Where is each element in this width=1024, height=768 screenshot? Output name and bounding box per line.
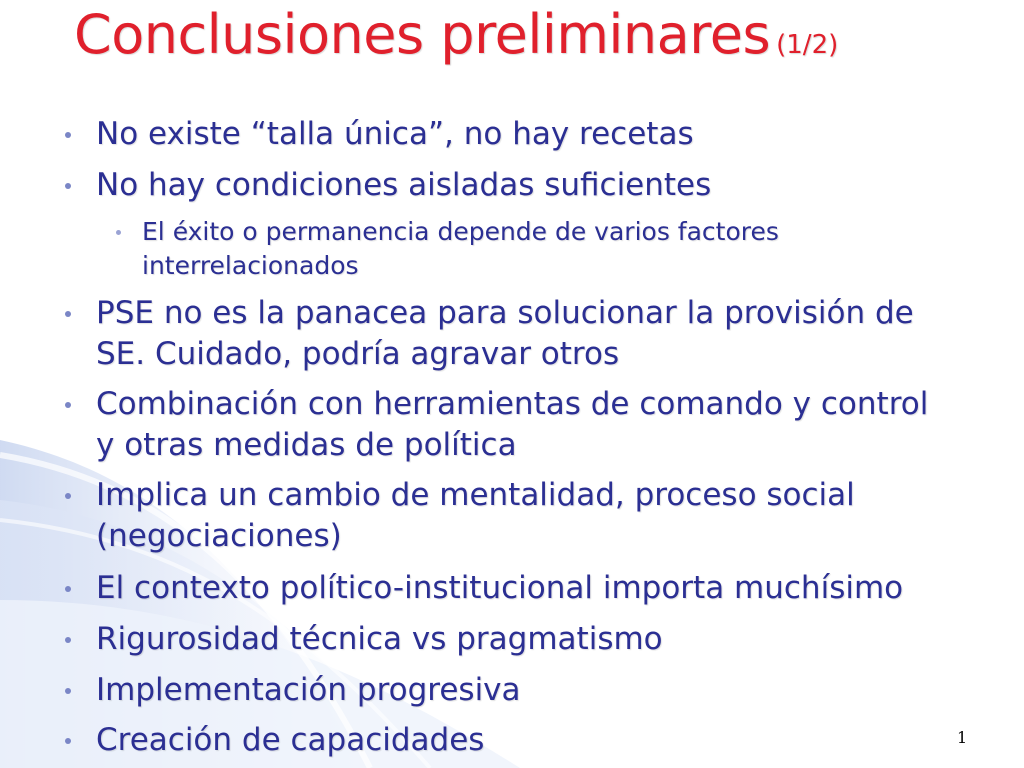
bullet-line: interrelacionados bbox=[142, 251, 359, 280]
bullet-item bbox=[96, 293, 1006, 375]
bullet-line: Creación de capacidades bbox=[96, 722, 485, 758]
bullet-line: y otras medidas de política bbox=[96, 427, 517, 463]
bullet-line: No existe “talla única”, no hay recetas bbox=[96, 116, 694, 152]
slide-title-suffix: (1/2) bbox=[776, 30, 839, 60]
bullet-item bbox=[96, 720, 1006, 761]
bullet-dot bbox=[65, 183, 71, 189]
bullet-dot bbox=[65, 402, 71, 408]
bullet-dot bbox=[65, 738, 71, 744]
bullet-item bbox=[96, 670, 1006, 711]
bullet-dot bbox=[65, 637, 71, 643]
bullet-item bbox=[96, 384, 1006, 466]
bullet-item bbox=[96, 619, 1006, 660]
bullet-line: PSE no es la panacea para solucionar la provisión de bbox=[96, 295, 914, 331]
bullet-item bbox=[96, 475, 1006, 557]
bullet-dot bbox=[116, 230, 121, 235]
bullet-dot bbox=[65, 132, 71, 138]
bullet-item bbox=[96, 114, 1006, 155]
bullet-line: Implica un cambio de mentalidad, proceso social bbox=[96, 477, 855, 513]
bullet-dot bbox=[65, 688, 71, 694]
bullet-line: El éxito o permanencia depende de varios factores bbox=[142, 217, 779, 246]
bullet-line: Rigurosidad técnica vs pragmatismo bbox=[96, 621, 663, 657]
bullet-dot bbox=[65, 311, 71, 317]
bullet-line: Implementación progresiva bbox=[96, 672, 521, 708]
bullet-line: SE. Cuidado, podría agravar otros bbox=[96, 336, 620, 372]
slide-title-text: Conclusiones preliminares bbox=[74, 3, 771, 66]
bullet-item bbox=[96, 165, 1006, 206]
bullet-line: No hay condiciones aisladas suficientes bbox=[96, 167, 712, 203]
bullet-line: Combinación con herramientas de comando y control bbox=[96, 386, 929, 422]
bullet-item bbox=[96, 568, 1006, 609]
sub-bullet-item bbox=[142, 215, 902, 283]
bullet-dot bbox=[65, 586, 71, 592]
bullet-line: El contexto político-institucional importa muchísimo bbox=[96, 570, 904, 606]
bullet-dot bbox=[65, 493, 71, 499]
page-number: 1 bbox=[957, 728, 968, 747]
bullet-line: (negociaciones) bbox=[96, 518, 342, 554]
